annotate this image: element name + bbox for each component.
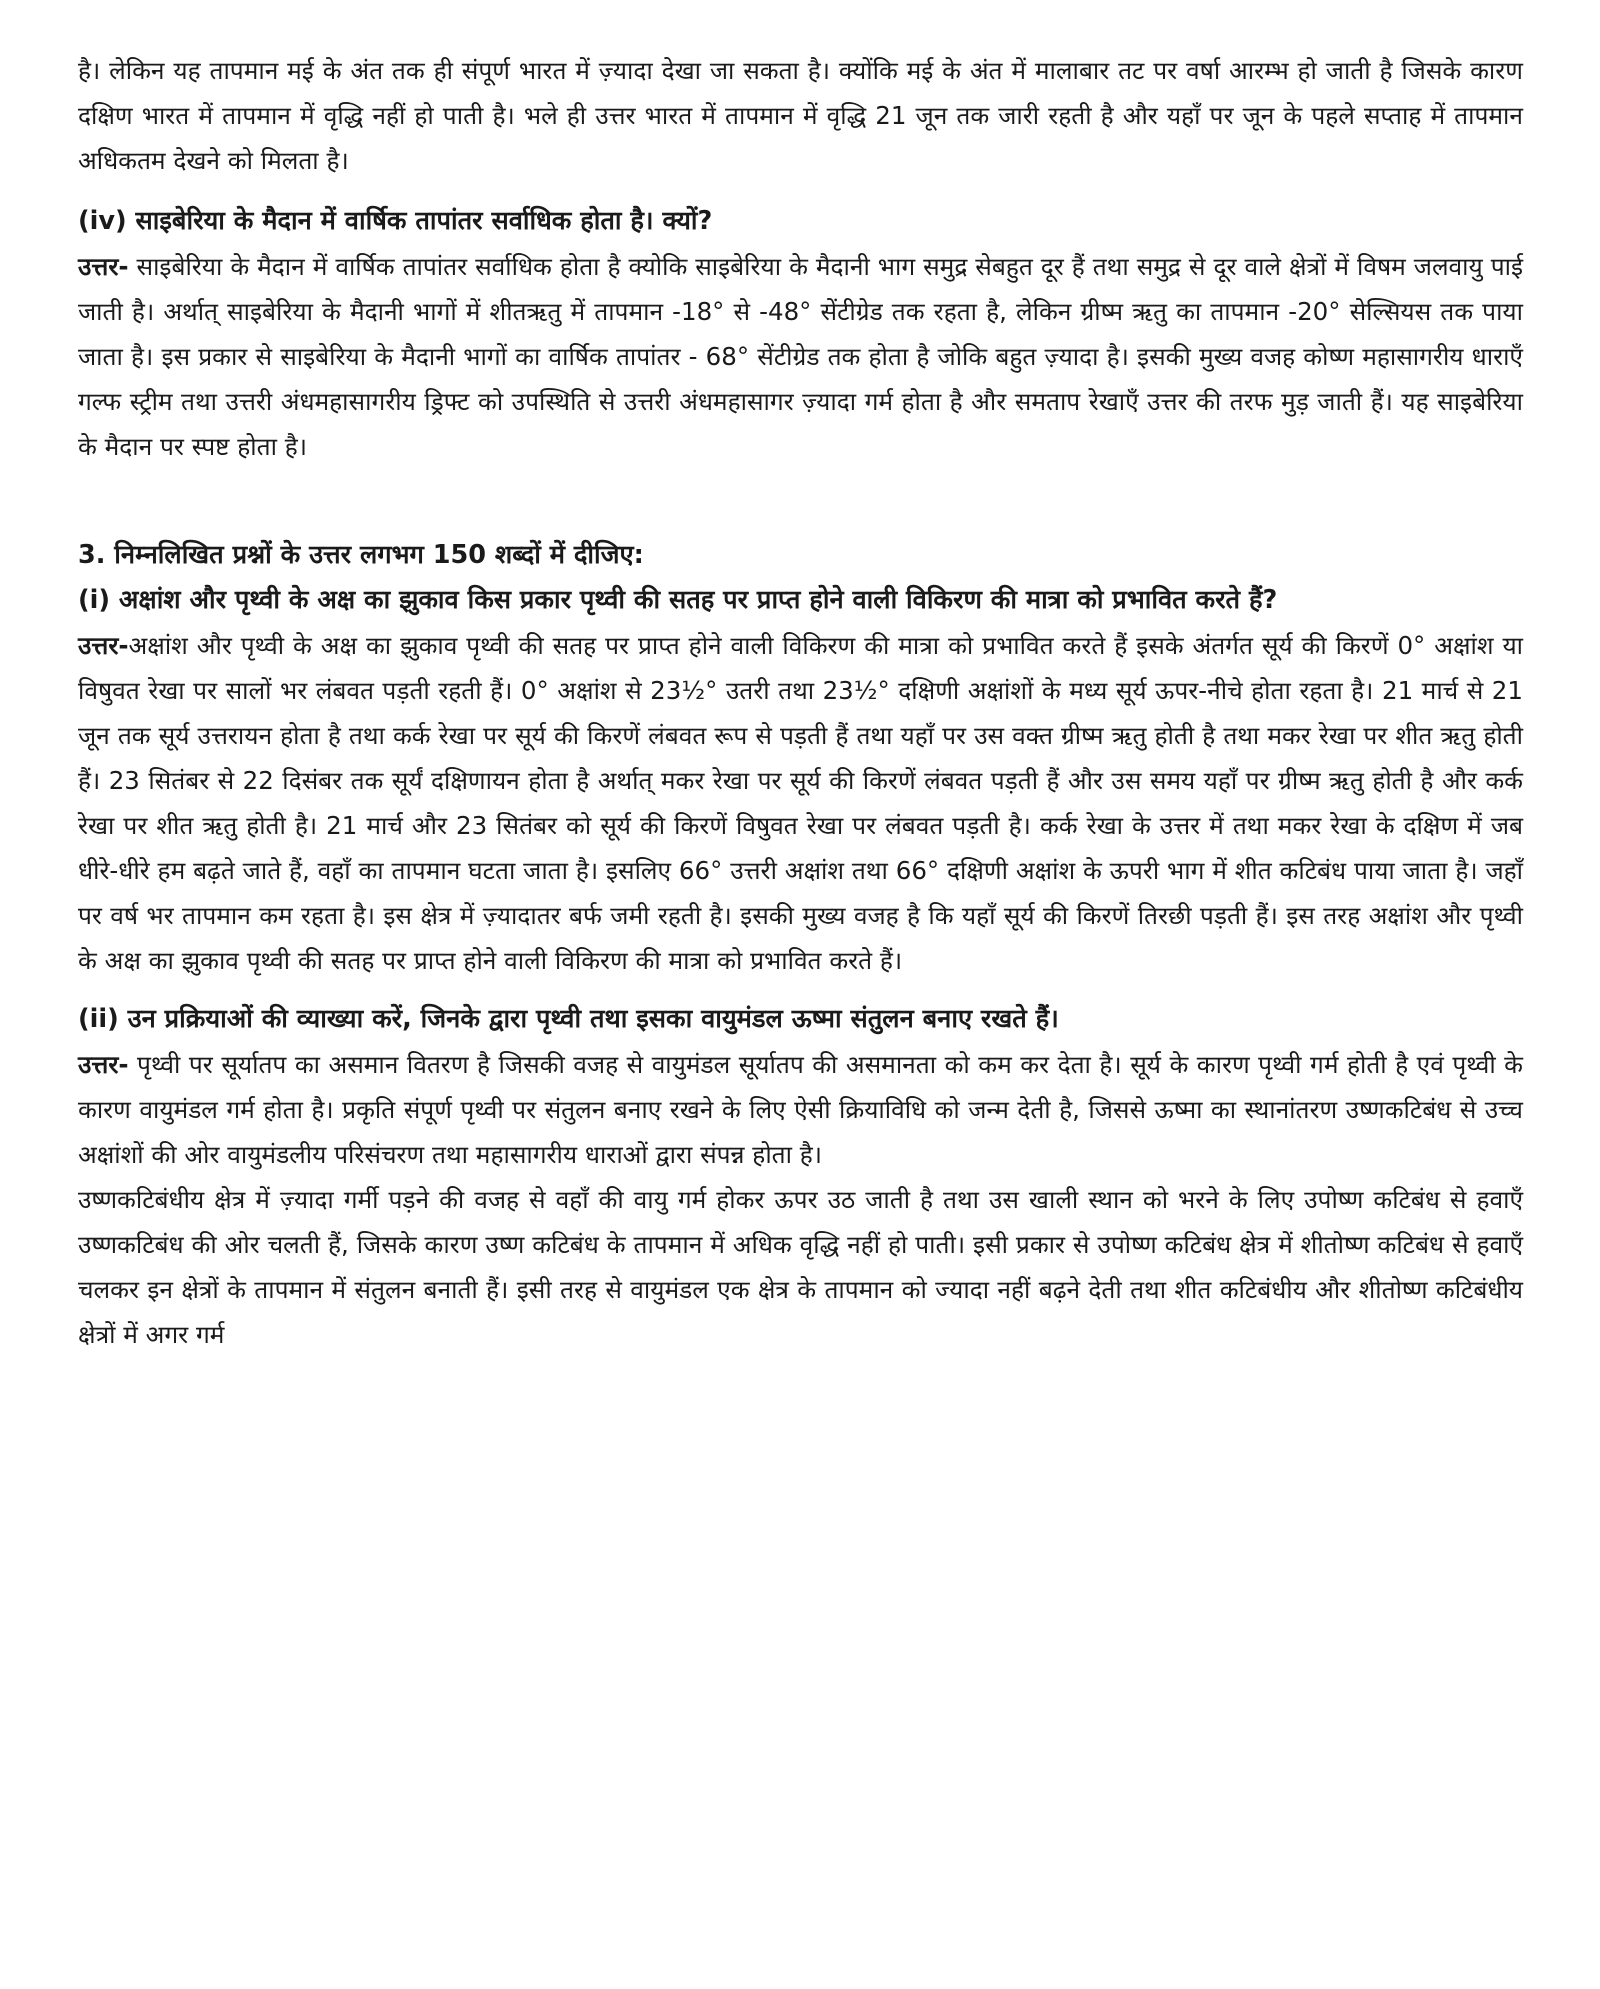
- question-i-heading: (i) अक्षांश और पृथ्वी के अक्ष का झुकाव किस प्रकार पृथ्वी की सतह पर प्राप्त होने वाली विकिरण की मात्रा को प्रभावित करते हैं?: [78, 585, 1278, 615]
- answer-text: साइबेरिया के मैदान में वार्षिक तापांतर सर्वाधिक होता है क्योकि साइबेरिया के मैदानी भाग समुद्र सेबहुत दूर हैं तथा समुद्र से दूर वाले क्षेत्रों में विषम जलवायु पाई जाती है। अर्थात् साइबेरिया के मैदानी भागों में शीतऋतु में तापमान -18° से -48° सेंटीग्रेड तक रहता है, लेकिन ग्रीष्म ऋतु का तापमान -20° सेल्सियस तक पाया जाता है। इस प्रकार से साइबेरिया के मैदानी भागों का वार्षिक तापांतर - 68° सेंटीग्रेड तक होता है जोकि बहुत ज़्यादा है। इसकी मुख्य वजह कोष्ण महासागरीय धाराएँ गल्फ स्ट्रीम तथा उत्तरी अंधमहासागरीय ड्रिफ्ट को उपस्थिति से उत्तरी अंधमहासागर ज़्यादा गर्म होता है और समताप रेखाएँ उत्तर की तरफ मुड़ जाती हैं। यह साइबेरिया के मैदान पर स्पष्ट होता है।: [78, 252, 1523, 461]
- question-ii-continuation: उष्णकटिबंधीय क्षेत्र में ज़्यादा गर्मी पड़ने की वजह से वहाँ की वायु गर्म होकर ऊपर उठ जाती है तथा उस खाली स्थान को भरने के लिए उपोष्ण कटिबंध से हवाएँ उष्णकटिबंध की ओर चलती हैं, जिसके कारण उष्ण कटिबंध के तापमान में अधिक वृद्धि नहीं हो पाती। इसी प्रकार से उपोष्ण कटिबंध क्षेत्र में शीतोष्ण कटिबंध से हवाएँ चलकर इन क्षेत्रों के तापमान में संतुलन बनाती हैं। इसी तरह से वायुमंडल एक क्षेत्र के तापमान को ज्यादा नहीं बढ़ने देती तथा शीत कटिबंधीय और शीतोष्ण कटिबंधीय क्षेत्रों में अगर गर्म: [78, 1185, 1523, 1349]
- question-iv-heading: (iv) साइबेरिया के मैदान में वार्षिक तापांतर सर्वाधिक होता है। क्यों?: [78, 206, 713, 236]
- question-ii-heading: (ii) उन प्रक्रियाओं की व्याख्या करें, जिनके द्वारा पृथ्वी तथा इसका वायुमंडल ऊष्मा संतुलन बनाए रखते हैं।: [78, 1004, 1059, 1034]
- document-page: [78, 48, 1523, 1357]
- answer-label: उत्तर-: [78, 631, 129, 660]
- answer-label: उत्तर-: [78, 252, 129, 281]
- question-ii-answer: [78, 1042, 1523, 1177]
- question-i-answer: [78, 623, 1523, 983]
- question-iv-answer: [78, 244, 1523, 469]
- answer-label: उत्तर-: [78, 1050, 129, 1079]
- intro-paragraph: है। लेकिन यह तापमान मई के अंत तक ही संपूर्ण भारत में ज़्यादा देखा जा सकता है। क्योंकि मई के अंत में मालाबार तट पर वर्षा आरम्भ हो जाती है जिसके कारण दक्षिण भारत में तापमान में वृद्धि नहीं हो पाती है। भले ही उत्तर भारत में तापमान में वृद्धि 21 जून तक जारी रहती है और यहाँ पर जून के पहले सप्ताह में तापमान अधिकतम देखने को मिलता है।: [78, 56, 1523, 175]
- answer-text: पृथ्वी पर सूर्यातप का असमान वितरण है जिसकी वजह से वायुमंडल सूर्यातप की असमानता को कम कर देता है। सूर्य के कारण पृथ्वी गर्म होती है एवं पृथ्वी के कारण वायुमंडल गर्म होता है। प्रकृति संपूर्ण पृथ्वी पर संतुलन बनाए रखने के लिए ऐसी क्रियाविधि को जन्म देती है, जिससे ऊष्मा का स्थानांतरण उष्णकटिबंध से उच्च अक्षांशों की ओर वायुमंडलीय परिसंचरण तथा महासागरीय धाराओं द्वारा संपन्न होता है।: [78, 1050, 1523, 1169]
- answer-text: अक्षांश और पृथ्वी के अक्ष का झुकाव पृथ्वी की सतह पर प्राप्त होने वाली विकिरण की मात्रा को प्रभावित करते हैं इसके अंतर्गत सूर्य की किरणें 0° अक्षांश या विषुवत रेखा पर सालों भर लंबवत पड़ती रहती हैं। 0° अक्षांश से 23½° उतरी तथा 23½° दक्षिणी अक्षांशों के मध्य सूर्य ऊपर-नीचे होता रहता है। 21 मार्च से 21 जून तक सूर्य उत्तरायन होता है तथा कर्क रेखा पर सूर्य की किरणें लंबवत रूप से पड़ती हैं तथा यहाँ पर उस वक्त ग्रीष्म ऋतु होती है तथा मकर रेखा पर शीत ऋतु होती हैं। 23 सितंबर से 22 दिसंबर तक सूर्यं दक्षिणायन होता है अर्थात् मकर रेखा पर सूर्य की किरणें लंबवत पड़ती हैं और उस समय यहाँ पर ग्रीष्म ऋतु होती है और कर्क रेखा पर शीत ऋतु होती है। 21 मार्च और 23 सितंबर को सूर्य की किरणें विषुवत रेखा पर लंबवत पड़ती है। कर्क रेखा के उत्तर में तथा मकर रेखा के दक्षिण में जब धीरे-धीरे हम बढ़ते जाते हैं, वहाँ का तापमान घटता जाता है। इसलिए 66° उत्तरी अक्षांश तथा 66° दक्षिणी अक्षांश के ऊपरी भाग में शीत कटिबंध पाया जाता है। जहाँ पर वर्ष भर तापमान कम रहता है। इस क्षेत्र में ज़्यादातर बर्फ जमी रहती है। इसकी मुख्य वजह है कि यहाँ सूर्य की किरणें तिरछी पड़ती हैं। इस तरह अक्षांश और पृथ्वी के अक्ष का झुकाव पृथ्वी की सतह पर प्राप्त होने वाली विकिरण की मात्रा को प्रभावित करते हैं।: [78, 631, 1523, 975]
- section-3-heading: 3. निम्नलिखित प्रश्नों के उत्तर लगभग 150 शब्दों में दीजिए:: [78, 540, 644, 570]
